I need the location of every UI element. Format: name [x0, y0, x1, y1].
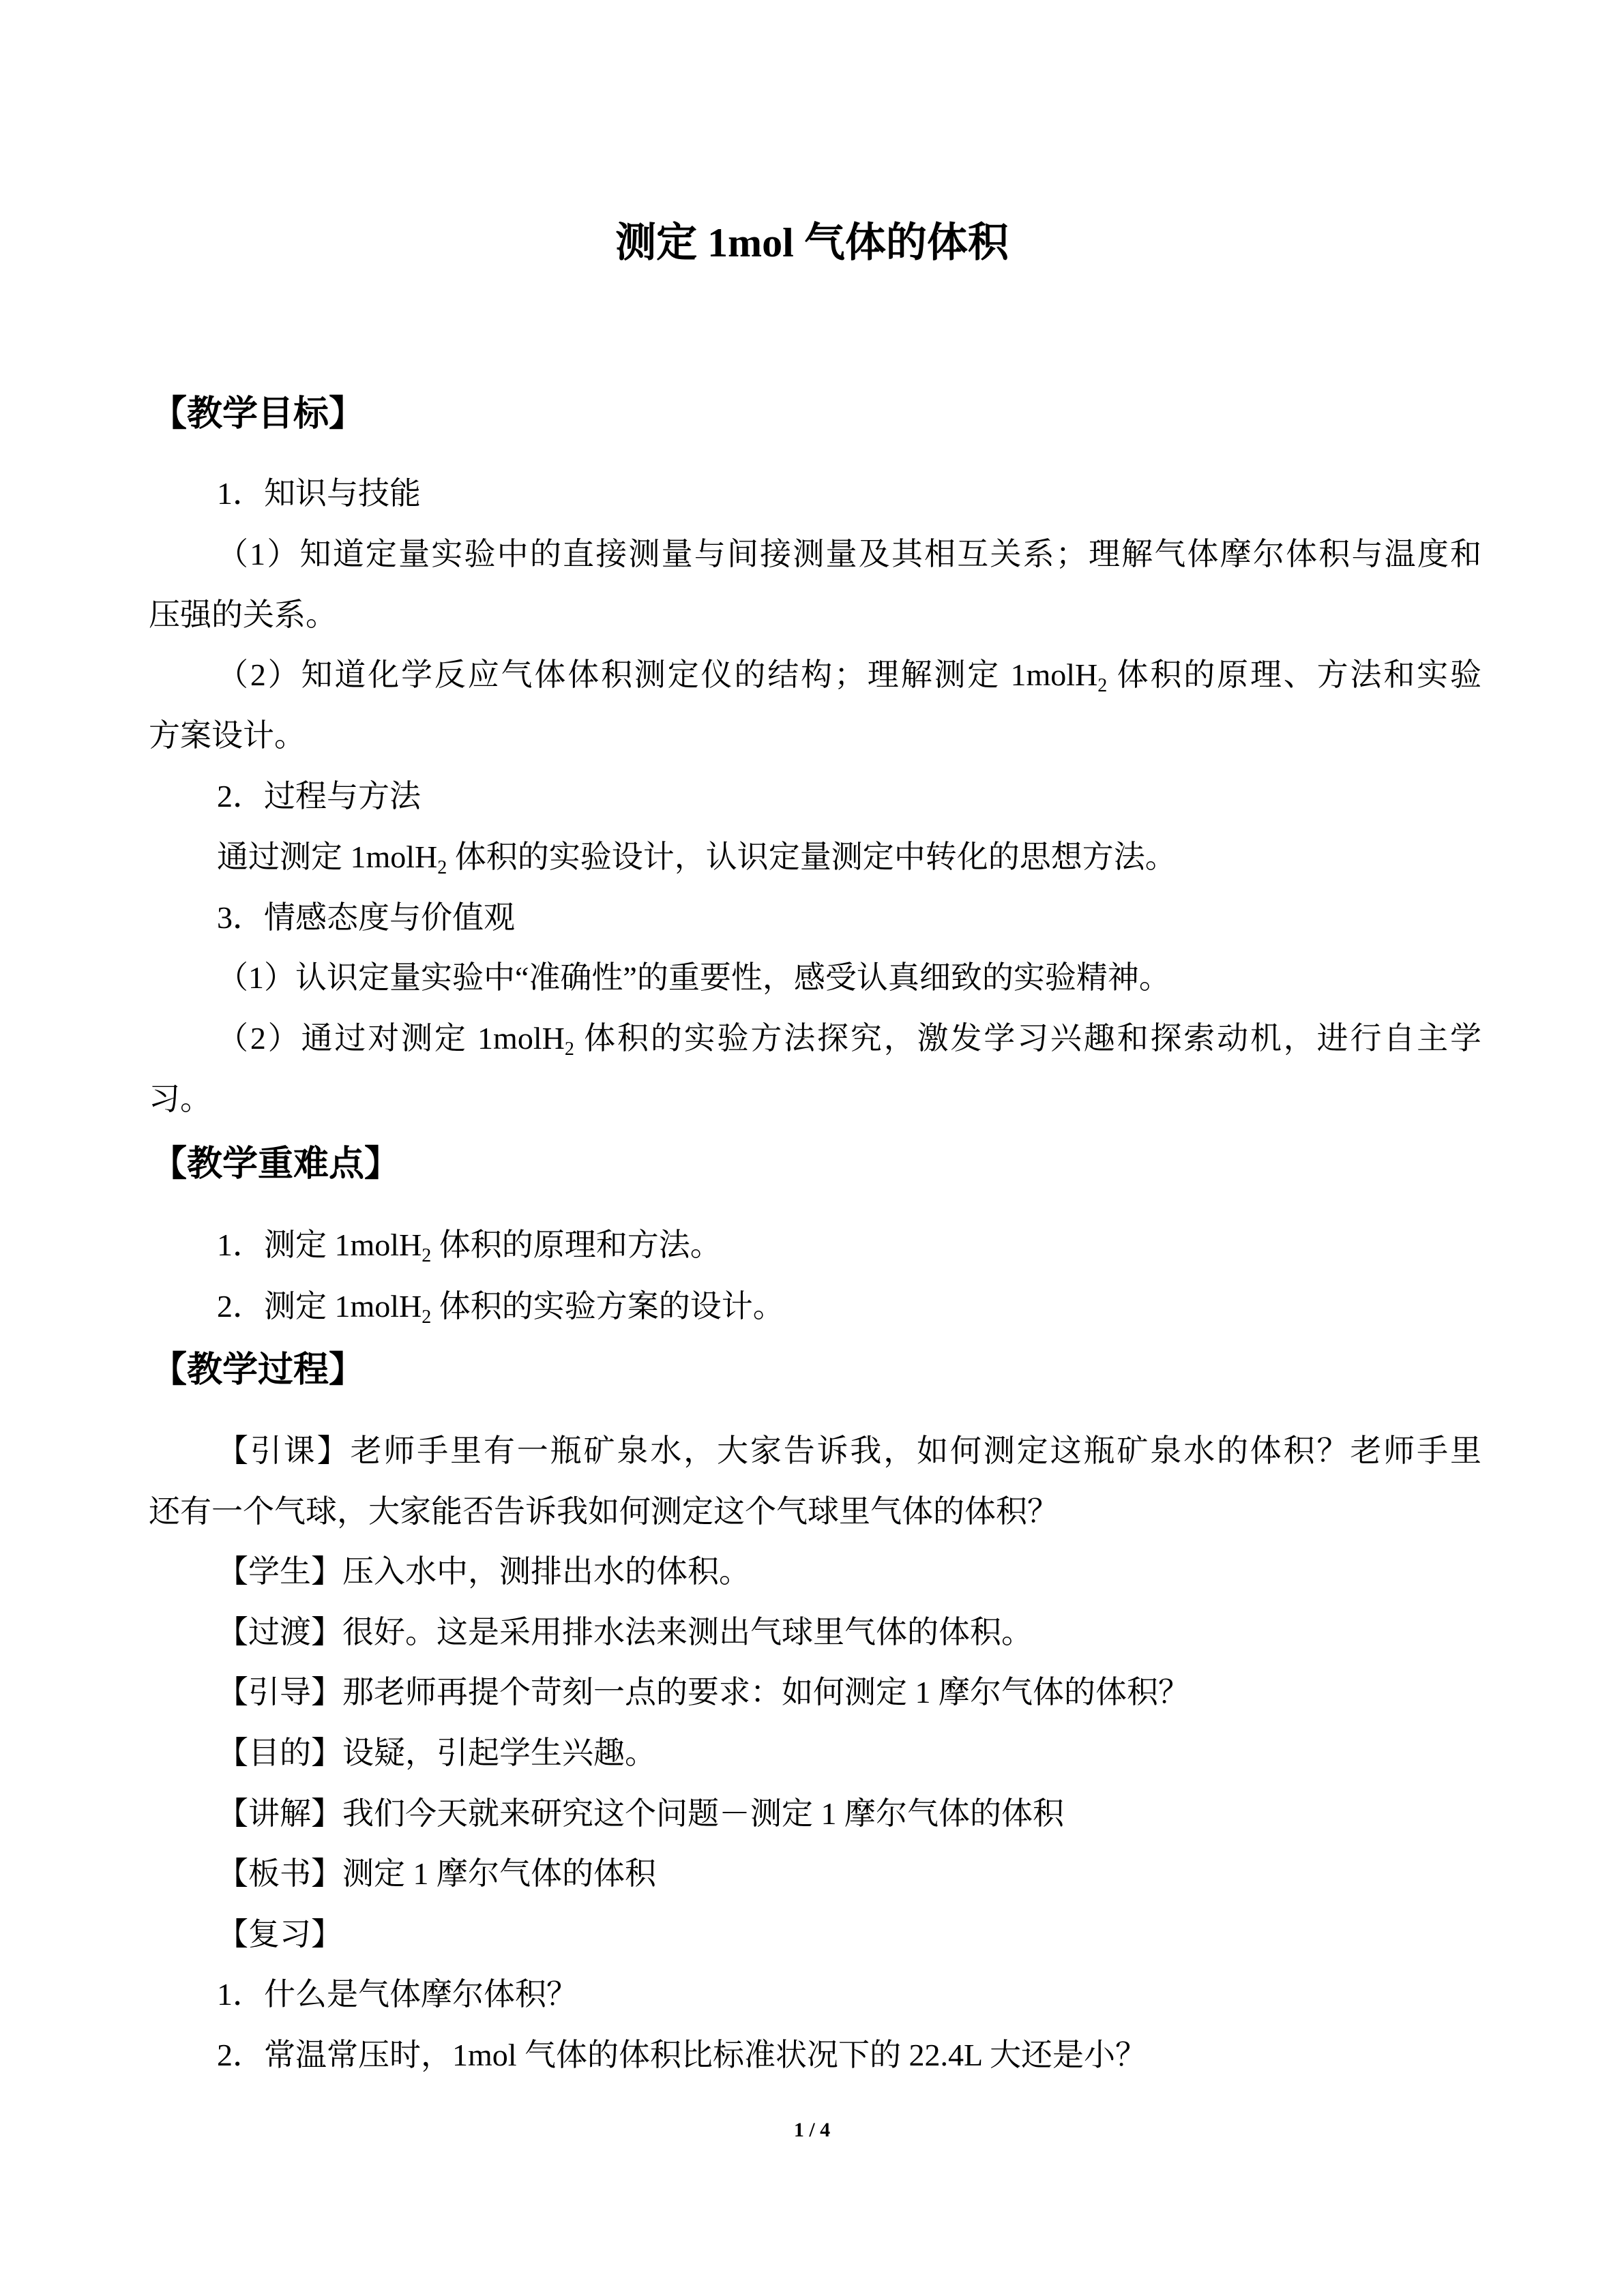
paragraph-line: （1）知道定量实验中的直接测量与间接测量及其相互关系；理解气体摩尔体积与温度和	[217, 537, 1481, 571]
paragraph-line: 方案设计。	[149, 718, 306, 753]
subscript: 2	[1097, 675, 1108, 696]
page-number: 1 / 4	[793, 2119, 831, 2141]
paragraph-line	[149, 655, 1481, 696]
paragraph-line: 2．常温常压时，1mol 气体的体积比标准状况下的 22.4L 大还是小？	[217, 2038, 1147, 2072]
section-heading-key-points: 【教学重难点】	[151, 1144, 400, 1184]
document-title: 测定 1mol 气体的体积	[615, 220, 1009, 265]
paragraph-line	[149, 1225, 1481, 1266]
paragraph-line	[149, 837, 1481, 878]
line-text: （2）知道化学反应气体体积测定仪的结构；理解测定 1molH	[217, 657, 1098, 692]
paragraph-line: 【讲解】我们今天就来研究这个问题－测定 1 摩尔气体的体积	[217, 1796, 1064, 1831]
line-text: （2）通过对测定 1molH	[217, 1021, 565, 1056]
line-text: 体积的实验方法探究，激发学习兴趣和探索动机，进行自主学	[574, 1021, 1481, 1056]
paragraph-line	[149, 1286, 1481, 1327]
line-text: 体积的实验方案的设计。	[431, 1289, 784, 1324]
subscript: 2	[422, 1307, 432, 1327]
paragraph-line: 【目的】设疑，引起学生兴趣。	[217, 1735, 656, 1770]
subscript: 2	[564, 1039, 574, 1059]
paragraph-line	[149, 1018, 1481, 1059]
line-text: 体积的原理、方法和实验	[1107, 657, 1481, 692]
line-text: 体积的原理和方法。	[431, 1227, 722, 1262]
paragraph-line: 2．过程与方法	[217, 779, 421, 814]
paragraph-line: 【复习】	[217, 1917, 342, 1952]
subscript: 2	[422, 1245, 432, 1266]
paragraph-line: 3．情感态度与价值观	[217, 900, 515, 935]
paragraph-line: 【板书】测定 1 摩尔气体的体积	[217, 1856, 656, 1891]
paragraph-line: 【引导】那老师再提个苛刻一点的要求：如何测定 1 摩尔气体的体积？	[217, 1675, 1190, 1710]
line-text: 1．测定 1molH	[217, 1227, 422, 1262]
paragraph-line: 压强的关系。	[149, 597, 337, 632]
section-heading-objectives: 【教学目标】	[151, 393, 365, 434]
paragraph-line: （1）认识定量实验中“准确性”的重要性，感受认真细致的实验精神。	[217, 960, 1170, 995]
section-heading-process: 【教学过程】	[151, 1350, 365, 1390]
line-text: 体积的实验设计，认识定量测定中转化的思想方法。	[447, 839, 1177, 874]
line-text: 2．测定 1molH	[217, 1289, 422, 1324]
paragraph-line: 【引课】老师手里有一瓶矿泉水，大家告诉我，如何测定这瓶矿泉水的体积？老师手里	[217, 1433, 1481, 1468]
paragraph-line: 习。	[149, 1082, 211, 1116]
paragraph-line: 还有一个气球，大家能否告诉我如何测定这个气球里气体的体积？	[149, 1494, 1059, 1529]
paragraph-line: 【学生】压入水中，测排出水的体积。	[217, 1554, 750, 1589]
line-text: 通过测定 1molH	[217, 839, 438, 874]
subscript: 2	[437, 857, 447, 878]
paragraph-line: 1．什么是气体摩尔体积？	[217, 1977, 578, 2012]
paragraph-line: 1．知识与技能	[217, 476, 421, 511]
paragraph-line: 【过渡】很好。这是采用排水法来测出气球里气体的体积。	[217, 1615, 1033, 1650]
